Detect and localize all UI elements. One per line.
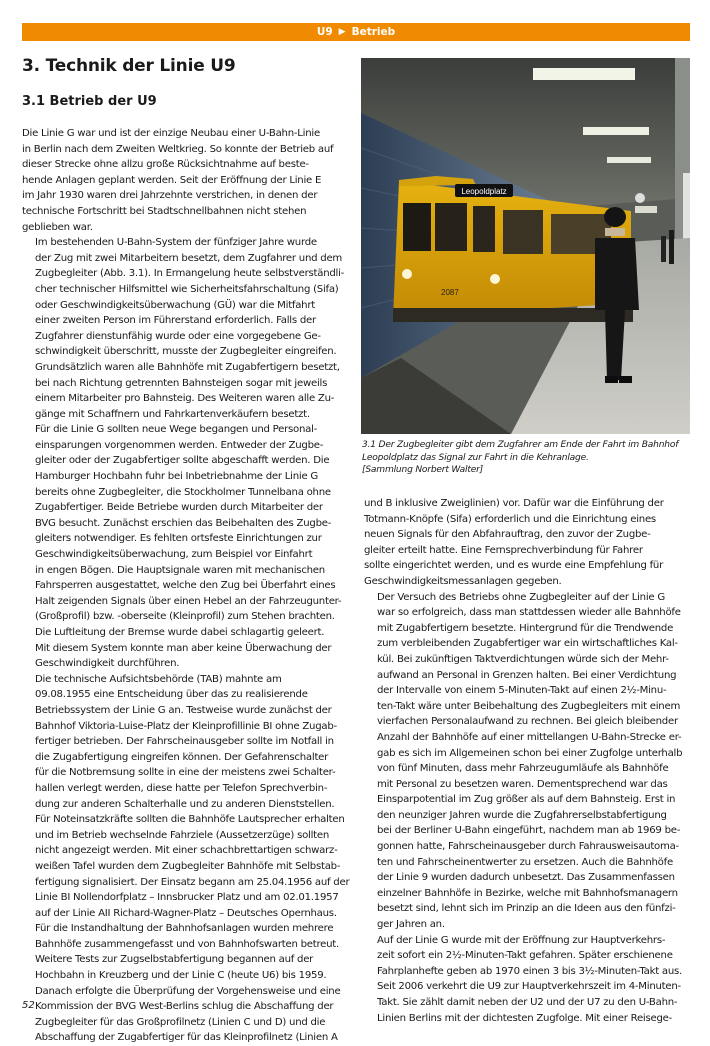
text-line: für die Notbremsung sollte in eine der meistens zwei Schalter- xyxy=(35,767,336,779)
text-line: 09.08.1955 eine Entscheidung über das zu realisierende xyxy=(35,689,308,701)
text-line: Für die Linie G sollten neue Wege begangen und Personal- xyxy=(35,424,318,436)
text-line: zeit sofort ein 2½-Minuten-Takt gefahren. Später erschienene xyxy=(377,950,673,962)
text-line: Für die Instandhaltung der Bahnhofsanlagen wurden mehrere xyxy=(35,923,334,935)
text-line: Betriebssystem der Linie G an. Testweise wurde zunächst der xyxy=(35,704,332,716)
text-line: Abschaffung der Zugabfertiger für das Kleinprofilnetz (Linien A xyxy=(35,1032,338,1044)
text-line: Linien Berlins mit der dichtesten Zugfolge. Mit einer Reisege- xyxy=(377,1012,673,1024)
text-line: Fahrplanhefte geben ab 1970 einen 3 bis 3½-Minuten-Takt aus. xyxy=(377,965,682,977)
text-line: (Großprofil) bzw. -oberseite (Kleinprofil) zum Stehen brachten. xyxy=(35,611,335,623)
text-line: hallen verlegt werden, diese hatte per Telefon Sprechverbin- xyxy=(35,782,328,794)
text-line: bei nach Richtung getrennten Bahnsteigen sogar mit jeweils xyxy=(35,377,328,389)
header-chapter: Betrieb xyxy=(351,26,396,38)
header-arrow-icon: ▶ xyxy=(338,27,346,37)
car-number: 2087 xyxy=(441,288,459,297)
figure-caption xyxy=(362,439,690,477)
photo-train-platform xyxy=(361,58,690,434)
text-line: Bahnhöfe zusammengefasst und von Bahnhofswarten betreut. xyxy=(35,938,339,950)
header-line: U9 xyxy=(316,26,333,38)
text-line: einer zweiten Person im Führerstand erforderlich. Falls der xyxy=(35,315,316,327)
text-line: vierfachen Personalaufwand zu rechnen. Bei gleich bleibender xyxy=(377,716,678,728)
text-line: ten und Fahrscheinentwerter zu ersetzen. Auch die Bahnhöfe xyxy=(377,856,673,868)
chapter-title: 3. Technik der Linie U9 xyxy=(22,56,236,76)
caption-line: [Sammlung Norbert Walter] xyxy=(362,465,484,475)
text-line: gab es sich im Allgemeinen schon bei einer Zugfolge unterhalb xyxy=(377,747,683,759)
text-line: Anzahl der Bahnhöfe auf einer mittellangen U-Bahn-Strecke er- xyxy=(377,731,682,743)
text-line: Die Luftleitung der Bremse wurde dabei schlagartig geleert. xyxy=(35,627,325,638)
text-line: der Linie 9 wurden dadurch unbesetzt. Das Zusammenfassen xyxy=(377,872,675,884)
text-line: in Berlin nach dem Zweiten Weltkrieg. So konnte der Betrieb auf xyxy=(22,143,334,155)
text-line: einem Mitarbeiter pro Bahnsteig. Des Weiteren waren alle Zu- xyxy=(35,393,335,405)
text-line: schwindigkeit überschritt, musste der Zugbegleiter eingreifen. xyxy=(35,346,337,358)
text-line: Zugbegleiter für das Großprofilnetz (Linien C und D) und die xyxy=(35,1016,326,1028)
section-title: 3.1 Betrieb der U9 xyxy=(22,94,157,109)
text-line: gleiter oder der Zugabfertiger sollte abgeschafft werden. Die xyxy=(35,455,330,467)
text-line: Takt. Sie zählt damit neben der U2 und der U7 zu den U-Bahn- xyxy=(377,997,678,1008)
text-line: dieser Strecke ohne allzu große Rücksichtnahme auf beste- xyxy=(22,159,309,171)
text-line: gonnen hatte, Fahrscheinausgeber durch Fahrausweisautoma- xyxy=(377,841,679,853)
text-line: auf der Linie AII Richard-Wagner-Platz – Deutsches Opernhaus. xyxy=(35,907,337,919)
text-line: den neunziger Jahren wurde die Zugfahrerselbstabfertigung xyxy=(377,809,667,821)
text-line: und B inklusive Zweiglinien) vor. Dafür war die Einführung der xyxy=(364,498,664,509)
text-line: dung zur anderen Schalterhalle und zu anderen Dienststellen. xyxy=(35,798,335,810)
paragraph xyxy=(364,496,689,590)
text-line: Danach erfolgte die Überprüfung der Vorgehensweise und eine xyxy=(35,985,341,997)
text-line: Geschwindigkeitsmessanlagen gegeben. xyxy=(364,575,562,587)
caption-line: 3.1 Der Zugbegleiter gibt dem Zugfahrer am Ende der Fahrt im Bahnhof xyxy=(362,440,679,450)
text-line: einsparungen vorgenommen werden. Entweder der Zugbe- xyxy=(35,439,324,451)
text-line: geblieben war. xyxy=(22,221,93,233)
running-header xyxy=(22,23,690,41)
text-line: ger Jahren an. xyxy=(377,919,445,931)
text-line: Kommission der BVG West-Berlins schlug die Abschaffung der xyxy=(35,1001,334,1013)
text-line: bei der Berliner U-Bahn eingeführt, nachdem man ab 1969 be- xyxy=(377,825,681,837)
text-line: weißen Tafel wurden dem Zugbegleiter Bahnhöfe mit Selbstab- xyxy=(35,860,341,872)
text-line: Mit diesem System konnte man aber keine Überwachung der xyxy=(35,642,332,654)
text-line: neuen Signals für den Abfahrauftrag, den zuvor der Zugbe- xyxy=(364,529,651,541)
text-line: mit Personal zu besetzen waren. Dementsprechend war das xyxy=(377,778,668,790)
text-line: technische Fortschritt bei Stadtschnellbahnen nicht stehen xyxy=(22,205,307,217)
text-line: Weitere Tests zur Zugselbstabfertigung begannen auf der xyxy=(35,954,314,966)
text-line: oder Geschwindigkeitsüberwachung (GÜ) war die Mitfahrt xyxy=(35,299,315,311)
text-line: in engen Bögen. Die Hauptsignale waren mit mechanischen xyxy=(35,564,325,576)
text-line: Fahrsperren ausgestattet, welche den Zug bei Überfahrt eines xyxy=(35,580,336,592)
right-text-column xyxy=(364,496,689,1026)
text-line: Einsparpotential im Zug größer als auf dem Bahnsteig. Erst in xyxy=(377,794,676,806)
text-line: einzelner Bahnhöfe in Bezirke, welche mit Bahnhofsmanagern xyxy=(377,887,678,899)
text-line: hende Anlagen geplant werden. Seit der Eröffnung der Linie E xyxy=(22,174,322,186)
text-line: Bahnhof Viktoria-Luise-Platz der Kleinprofillinie BI ohne Zugab- xyxy=(35,720,337,732)
text-line: und im Betrieb wechselnde Fahrziele (Aussetzerzüge) sollten xyxy=(35,829,330,841)
text-line: cher technischer Hilfsmittel wie Sicherheitsfahrschaltung (Sifa) xyxy=(35,283,339,295)
text-line: bereits ohne Zugbegleiter, die Stockholmer Tunnelbana ohne xyxy=(35,486,331,498)
page-number: 52 xyxy=(22,1000,35,1011)
text-line: Geschwindigkeitsüberwachung, zum Beispiel vor Einfahrt xyxy=(35,549,313,561)
text-line: Grundsätzlich waren alle Bahnhöfe mit Zugabfertigern besetzt, xyxy=(35,361,340,373)
text-line: Hochbahn in Kreuzberg und der Linie C (heute U6) bis 1959. xyxy=(35,970,327,982)
text-line: sollte eingerichtet werden, und es wurde eine Empfehlung für xyxy=(364,560,663,572)
paragraph xyxy=(22,672,352,1046)
paragraph xyxy=(364,590,689,933)
text-line: nicht angezeigt werden. Mit einer schachbrettartigen schwarz- xyxy=(35,845,338,857)
text-line: Die Linie G war und ist der einzige Neubau einer U-Bahn-Linie xyxy=(22,128,320,139)
text-line: die Zugabfertigung eingreifen können. Der Gefahrenschalter xyxy=(35,751,329,763)
caption-line: Leopoldplatz das Signal zur Fahrt in die Kehranlage. xyxy=(362,452,589,463)
text-line: Linie BI Nollendorfplatz – Innsbrucker Platz und am 02.01.1957 xyxy=(35,892,339,904)
text-line: Der Versuch des Betriebs ohne Zugbegleiter auf der Linie G xyxy=(377,591,665,603)
text-line: aufwand an Personal in Grenzen halten. Bei einer Verdichtung xyxy=(377,669,677,681)
text-line: war so erfolgreich, dass man stattdessen wieder alle Bahnhöfe xyxy=(377,607,681,619)
text-line: Hamburger Hochbahn fuhr bei Inbetriebnahme der Linie G xyxy=(35,471,319,483)
text-line: Für Noteinsatzkräfte sollten die Bahnhöfe Lautsprecher erhalten xyxy=(35,814,345,826)
paragraph xyxy=(22,422,352,672)
text-line: Zugabfertiger. Beide Betriebe wurden durch Mitarbeiter der xyxy=(35,502,323,514)
text-line: Im bestehenden U-Bahn-System der fünfziger Jahre wurde xyxy=(35,237,317,249)
text-line: fertiger betrieben. Der Fahrscheinausgeber sollte im Notfall in xyxy=(35,736,334,748)
text-line: BVG besucht. Zunächst erschien das Beibehalten des Zugbe- xyxy=(35,517,332,529)
paragraph xyxy=(364,933,689,1027)
text-line: der Zug mit zwei Mitarbeitern besetzt, dem Zugfahrer und dem xyxy=(35,252,343,264)
text-line: gänge mit Schaffnern und Fahrkartenverkäufern besetzt. xyxy=(35,408,310,420)
text-line: Seit 2006 verkehrt die U9 zur Hauptverkehrszeit im 4-Minuten- xyxy=(377,981,681,993)
text-line: Auf der Linie G wurde mit der Eröffnung zur Hauptverkehrs- xyxy=(377,934,666,946)
text-line: Totmann-Knöpfe (Sifa) erforderlich und die Einrichtung eines xyxy=(364,513,656,525)
text-line: im Jahr 1930 waren drei Jahrzehnte verstrichen, in denen der xyxy=(22,190,318,202)
text-line: kül. Bei zukünftigen Taktverdichtungen würde sich der Mehr- xyxy=(377,653,669,665)
text-line: gleiters notwendiger. Es fehlten ortsfeste Einrichtungen zur xyxy=(35,533,322,545)
text-line: Die technische Aufsichtsbehörde (TAB) mahnte am xyxy=(35,673,282,685)
text-line: mit Zugabfertigern besetzte. Hintergrund für die Trendwende xyxy=(377,622,674,634)
text-line: besetzt sind, lehnt sich im Prinzip an die Ideen aus den fünfzi- xyxy=(377,903,676,915)
text-line: Halt zeigenden Signals über einen Hebel an der Fahrzeugunter- xyxy=(35,595,342,607)
left-text-column xyxy=(22,126,352,1046)
text-line: gleiter erteilt hatte. Eine Fernsprechverbindung für Fahrer xyxy=(364,544,643,556)
text-line: Zugbegleiter (Abb. 3.1). In Ermangelung heute selbstverständli- xyxy=(35,268,345,280)
text-line: ten-Takt wäre unter Beibehaltung des Zugbegleiters mit einem xyxy=(377,700,681,712)
text-line: der Intervalle von einem 5-Minuten-Takt auf einen 2½-Minu- xyxy=(377,685,667,697)
destination-sign: Leopoldplatz xyxy=(461,187,507,196)
text-line: Zugfahrer dienstunfähig wurde oder eine vorgegebene Ge- xyxy=(35,330,321,342)
paragraph xyxy=(22,235,352,422)
text-line: zum verbleibenden Zugabfertiger war ein wirtschaftliches Kal- xyxy=(377,638,678,650)
paragraph xyxy=(22,126,352,235)
text-line: fertigung signalisiert. Der Einsatz begann am 25.04.1956 auf der xyxy=(35,876,350,888)
text-line: Geschwindigkeit durchführen. xyxy=(35,658,180,670)
text-line: von fünf Minuten, dass mehr Fahrzeugumläufe als Bahnhöfe xyxy=(377,763,669,775)
